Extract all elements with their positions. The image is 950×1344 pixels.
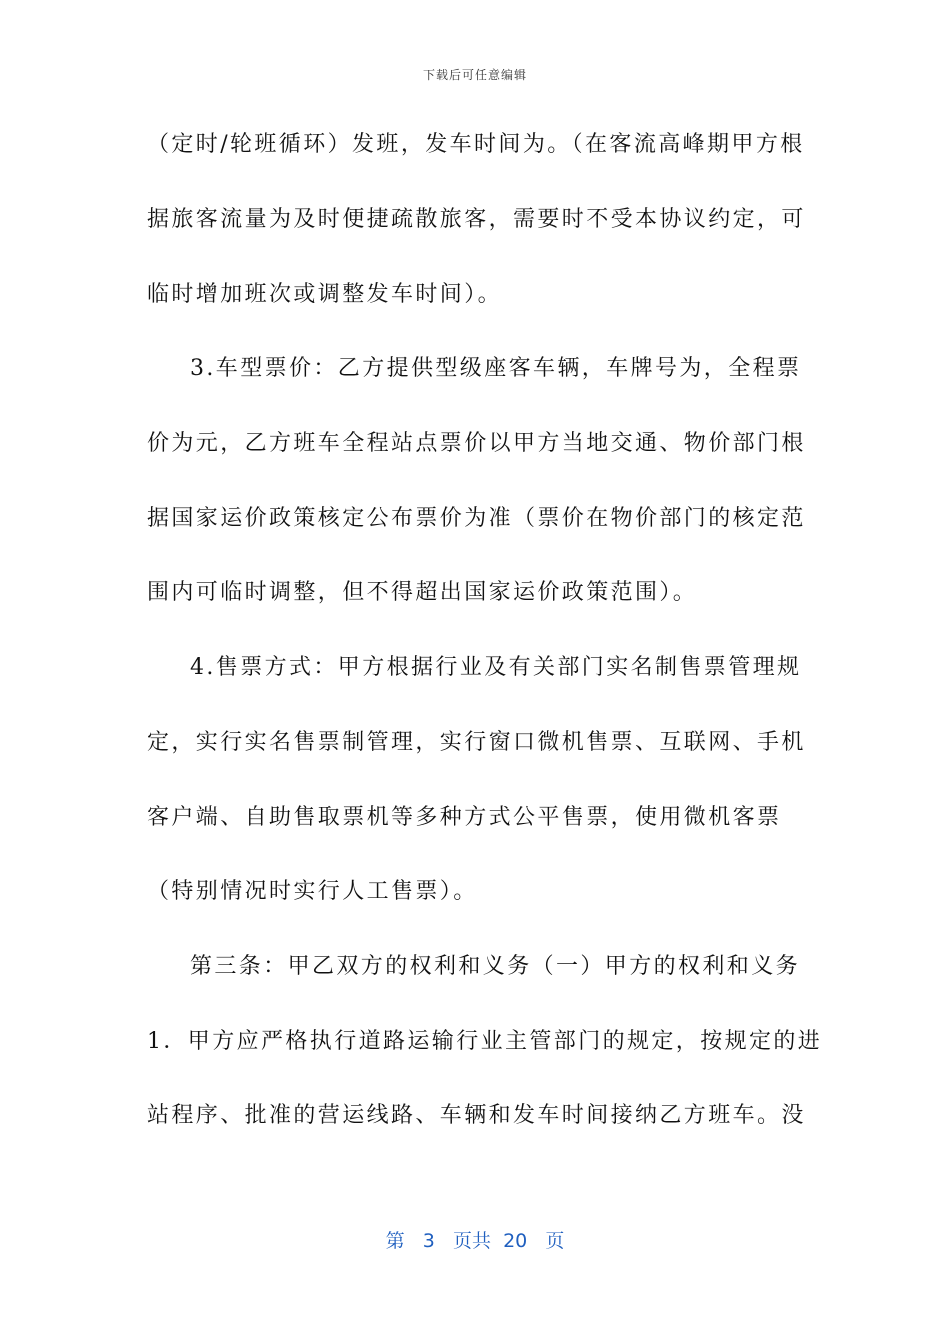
text-line-8: 4.售票方式：甲方根据行业及有关部门实名制售票管理规 [190, 655, 802, 680]
footer-middle: 页共 [452, 1230, 491, 1252]
text-line-5: 价为元，乙方班车全程站点票价以甲方当地交通、物价部门根 [147, 431, 806, 456]
text-line-6: 据国家运价政策核定公布票价为准（票价在物价部门的核定范 [147, 506, 806, 531]
text-line-12: 第三条：甲乙双方的权利和义务（一）甲方的权利和义务 [190, 954, 801, 979]
text-line-4: 3.车型票价：乙方提供型级座客车辆，车牌号为，全程票 [190, 356, 802, 381]
text-line-14: 站程序、批准的营运线路、车辆和发车时间接纳乙方班车。没 [147, 1103, 806, 1128]
header-note: 下载后可任意编辑 [422, 68, 527, 82]
text-line-1: （定时/轮班循环）发班，发车时间为。（在客流高峰期甲方根 [147, 132, 805, 157]
text-line-11: （特别情况时实行人工售票）。 [147, 879, 478, 904]
footer-total-pages: 20 [503, 1230, 528, 1252]
text-line-7: 围内可临时调整，但不得超出国家运价政策范围）。 [147, 580, 698, 605]
footer-suffix: 页 [545, 1230, 565, 1252]
text-line-9: 定，实行实名售票制管理，实行窗口微机售票、互联网、手机 [147, 730, 806, 755]
footer-prefix: 第 [385, 1230, 405, 1252]
text-line-2: 据旅客流量为及时便捷疏散旅客，需要时不受本协议约定，可 [147, 207, 806, 232]
footer-page-number: 3 [422, 1230, 435, 1252]
text-line-10: 客户端、自助售取票机等多种方式公平售票，使用微机客票 [147, 805, 782, 830]
page-footer [0, 1226, 950, 1253]
text-line-13: 1．甲方应严格执行道路运输行业主管部门的规定，按规定的进 [147, 1029, 823, 1054]
text-line-3: 临时增加班次或调整发车时间）。 [147, 282, 503, 307]
